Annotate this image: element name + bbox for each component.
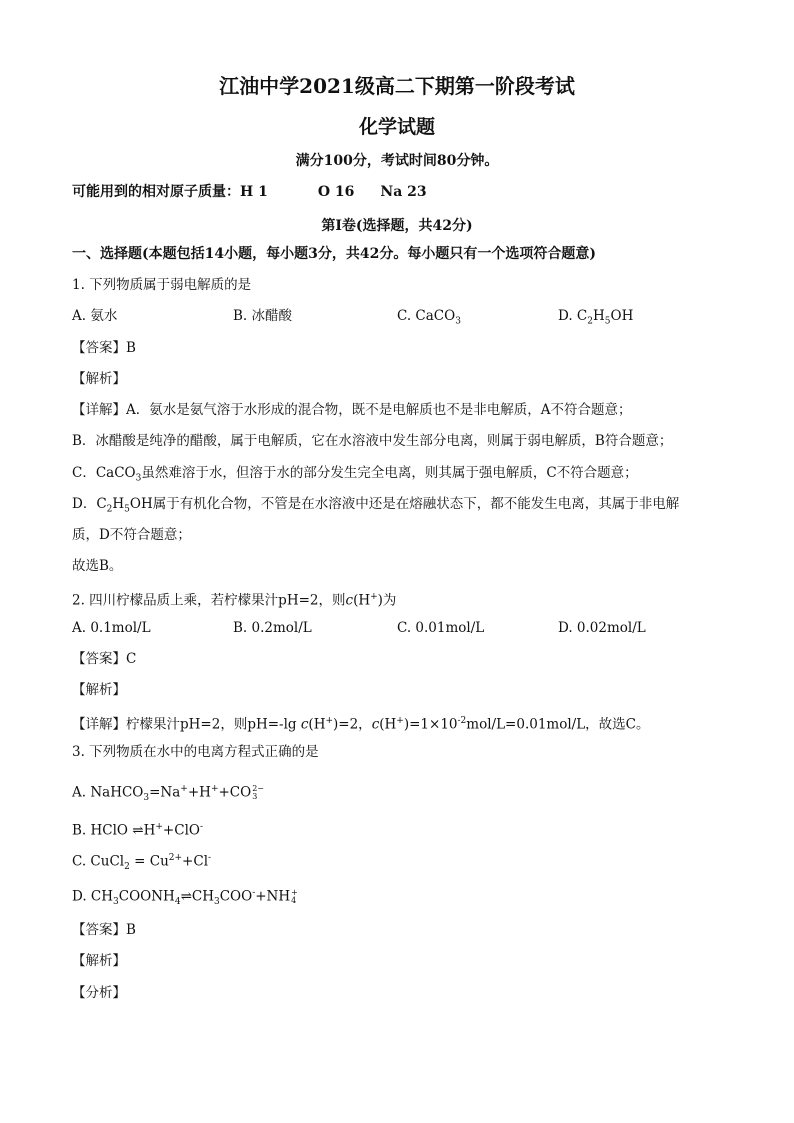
q1-option-b: B. 冰醋酸 (233, 308, 293, 324)
q2-option-b: B. 0.2mol/L (233, 620, 312, 636)
q3-d-sub2: 4 (174, 897, 181, 908)
q1-d3-prefix: C．CaCO (72, 465, 136, 481)
q1-answer: 【答案】B (72, 340, 136, 356)
q1-detail-3 (72, 464, 638, 488)
q3-d-prefix: D. CH (72, 888, 114, 905)
q3-a-mid1: =Na (149, 784, 181, 801)
q3-a-ion-sub: 3 (252, 792, 258, 801)
atomic-mass-o: O 16 (317, 184, 355, 200)
q3-d-mid3: COO (219, 888, 253, 905)
exam-info: 满分100分，考试时间80分钟。 (295, 153, 499, 169)
atomic-mass-line (72, 183, 427, 201)
q2-detail (72, 712, 650, 734)
q1-stem: 1. 下列物质属于弱电解质的是 (72, 277, 252, 293)
q2-stem-prefix: 2. 四川柠檬品质上乘，若柠檬果汁pH=2，则 (72, 592, 346, 609)
q1-d-sub1: 2 (587, 316, 593, 327)
q2-detail-plus2: + (396, 716, 404, 726)
q1-detail-5: 质，D不符合题意； (72, 527, 191, 543)
q2-answer: 【答案】C (72, 651, 137, 667)
q3-d-mid1: COONH (118, 888, 175, 905)
q1-d4-prefix: D．C (72, 496, 107, 512)
q3-a-plus2: + (210, 784, 219, 794)
q2-option-a: A. 0.1mol/L (72, 620, 151, 636)
q1-c-sub: 3 (455, 316, 461, 327)
q1-option-a: A. 氨水 (72, 308, 118, 324)
section-heading: 第I卷(选择题，共42分) (321, 218, 473, 234)
section-instructions: 一、选择题(本题包括14小题，每小题3分，共42分。每小题只有一个选项符合题意) (72, 246, 596, 262)
q2-stem-h: (H (353, 592, 371, 609)
q3-b-prefix: B. HClO ⇌H (72, 822, 156, 839)
q2-detail-plus1: + (325, 716, 334, 726)
q3-a-ion-sup: 2− (252, 784, 264, 793)
q2-detail-c2: c (371, 716, 380, 733)
atomic-mass-label: 可能用到的相对原子质量：H 1 (72, 184, 268, 200)
q2-analysis-tag: 【解析】 (72, 682, 126, 698)
exam-subject: 化学试题 (358, 116, 435, 138)
q3-d-ion-sup: + (291, 888, 298, 897)
q3-option-b (72, 818, 203, 840)
q2-detail-h2: (H (379, 716, 397, 733)
q2-option-d: D. 0.02mol/L (558, 620, 646, 636)
q3-option-c (72, 849, 211, 876)
q2-detail-suffix: mol/L=0.01mol/L，故选C。 (466, 716, 650, 733)
q2-detail-c1: c (300, 716, 309, 733)
q1-analysis-tag: 【解析】 (72, 371, 126, 387)
q2-stem-suffix: )为 (377, 592, 397, 609)
q3-option-d (72, 884, 298, 911)
q1-c-text: C. CaCO (397, 308, 456, 324)
q3-d-mid2: ⇌CH (180, 888, 214, 905)
q3-c-minus: - (208, 853, 212, 863)
q1-detail-4 (72, 495, 679, 519)
q3-c-sup: 2+ (168, 853, 183, 863)
q2-stem-plus: + (370, 592, 378, 602)
q2-detail-exp: -2 (457, 716, 467, 726)
q1-d4-sub2: 5 (124, 504, 130, 515)
q3-analysis-tag: 【解析】 (72, 953, 126, 969)
q2-detail-mid2: )=1×10 (403, 716, 458, 733)
q1-d4-mid: H (112, 496, 125, 512)
q3-stem: 3. 下列物质在水中的电离方程式正确的是 (72, 744, 319, 760)
atomic-mass-na: Na 23 (380, 184, 427, 200)
q2-stem-c: c (345, 592, 354, 609)
q3-answer: 【答案】B (72, 922, 136, 938)
q3-a-mid2: +H (187, 784, 211, 801)
q2-detail-mid1: )=2， (333, 716, 372, 733)
q3-d-sub3: 3 (213, 897, 220, 908)
q3-a-plus1: + (180, 784, 188, 794)
exam-title: 江油中学2021级高二下期第一阶段考试 (219, 74, 575, 98)
q1-d3-sub: 3 (135, 473, 142, 484)
q1-option-d (558, 307, 633, 331)
q3-fenxi-tag: 【分析】 (72, 985, 126, 1001)
q3-b-mid: +ClO (162, 822, 200, 839)
q2-stem (72, 588, 396, 610)
q1-conclusion: 故选B。 (72, 558, 123, 574)
q3-c-mid: = Cu (129, 853, 169, 870)
q3-a-ion-stack (252, 785, 264, 801)
q1-detail-1: 【详解】A．氨水是氨气溶于水形成的混合物，既不是电解质也不是非电解质，A不符合题意； (72, 402, 632, 418)
q3-a-mid3: +CO (218, 784, 252, 801)
q3-b-plus: + (155, 822, 163, 832)
q2-option-c: C. 0.01mol/L (397, 620, 485, 636)
q1-d-sub2: 5 (604, 316, 611, 327)
q1-detail-2: B．冰醋酸是纯净的醋酸，属于电解质，它在水溶液中发生部分电离，则属于弱电解质，B符合题意； (72, 433, 673, 449)
q3-a-sub: 3 (143, 793, 150, 804)
q3-c-sub: 2 (124, 862, 130, 873)
q3-b-minus: - (199, 822, 203, 832)
q3-c-prefix: C. CuCl (72, 853, 125, 870)
q3-c-mid2: +Cl (182, 853, 209, 870)
q3-d-mid4: +NH (255, 888, 291, 905)
q1-d3-suffix: 虽然难溶于水，但溶于水的部分发生完全电离，则其属于强电解质，C不符合题意； (141, 465, 638, 481)
q1-option-c (397, 307, 461, 331)
q3-d-ion-sub: 4 (291, 896, 297, 905)
q1-d4-suffix: OH属于有机化合物，不管是在水溶液中还是在熔融状态下，都不能发生电离，其属于非电解 (129, 496, 680, 512)
q1-d-mid: H (593, 308, 605, 324)
q3-a-prefix: A. NaHCO (72, 784, 144, 801)
q3-d-ion-stack (291, 889, 298, 905)
q2-detail-prefix: 【详解】柠檬果汁pH=2，则pH=-lg (72, 716, 301, 733)
q1-d-text: D. C (558, 308, 588, 324)
q1-d-suffix: OH (610, 308, 634, 324)
q3-option-a (72, 780, 264, 807)
q1-d4-sub1: 2 (106, 504, 113, 515)
q3-d-sub1: 3 (113, 897, 119, 908)
q2-detail-h1: (H (308, 716, 326, 733)
q3-d-minus: - (252, 888, 256, 898)
